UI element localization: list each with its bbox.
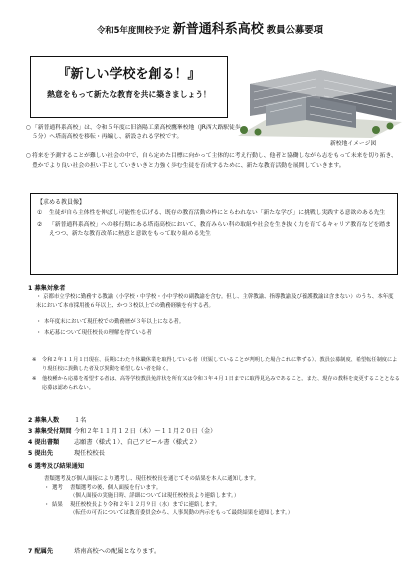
section-5-label: 5 提出先 [28,450,54,457]
section-4-value: 志願書（様式１）、自己アピール書（様式２） [74,439,201,446]
section-6-body [44,475,400,518]
selection-exam: ・ 選考 書類選考の後、個人面接を行います。 [44,484,162,491]
section-2-value: １名 [74,417,87,424]
section-4-label: 4 提出書類 [28,439,60,446]
section-6 [28,461,84,470]
intro-paragraph-1 [26,124,242,142]
section-7-value: 塔南高校への配属となります。 [74,548,161,555]
section-2-label: 2 募集人数 [28,417,60,424]
intro-text-1: 「新普通科系高校」は、令和５年度に旧洛陽工業高校鷹峯校地（JR西大路駅徒歩５分）へ塔南高校を移転・再編し、新設される学校です。 [32,125,241,140]
list-item-text: 本応募について現任校長の理解を得ている者 [44,329,152,336]
selection-result: ・ 結果 現任校校長より令和２年１２月９日（水）までに連絡します。 [44,501,221,508]
section-7 [28,546,160,555]
section-3-value: 令和２年１１月１２日（木）〜１１月２０日（金） [74,428,217,435]
slogan-main: 『新しい学校を創る！』 [57,67,201,82]
building-caption: 新校地イメージ図 [330,141,377,147]
requirement-item [37,209,391,218]
requirement-number: ① [37,210,43,216]
section-1-intro: ・ 京都市立学校に勤務する教諭（小学校・中学校・小中学校の副教諭を含む。但し、主幹教諭、指導教諭及び養護教諭は含まない）のうち、本年度末において本市採用後６年以上、かつ３校以上での勤務経験を有する者。 [36,294,394,309]
exam-key: 選考 [52,484,63,491]
result-key: 結果 [52,501,63,508]
result-note: （転任の可否については教育委員会から、人事異動の内示をもって最終結果を通知します。） [70,510,294,516]
list-item-text: 本年度末において現任校での勤務歴が３年以上になる者。 [44,319,185,325]
section-1-heading: 1 募集対象者 [28,285,66,292]
section-1-items [36,318,400,339]
bullet-mark: ○ [26,125,32,131]
header-school-name: 新普通科系高校 [172,22,264,37]
section-5 [28,448,105,457]
result-text: 現任校校長より令和２年１２月９日（水）までに連絡します。 [70,501,221,508]
section-3-label: 3 募集受付期間 [28,428,72,435]
section-6-label: 6 選考及び結果通知 [28,463,84,470]
section-7-label: 7 配属先 [28,548,54,555]
requirement-text: 「新普通科系高校」への移行期にある塔南高校において、教育みらい科の取組や社会を生き抜く力を育てるキャリア教育などを踏まえつつ、新たな教育改革に熱意と意欲をもって取り組める先生 [49,222,391,237]
intro-text-2: 将来を予測することが難しい社会の中で、自ら定めた目標に向かって主体的に考え行動し、他者と協働しながら志をもって未来を切り拓き、豊かでより良い社会の担い手としていきいきと力強く歩む生徒を育成するために、新たな教育活動を展開していきます。 [32,153,397,169]
requirements-box [30,193,398,275]
list-item: ・ 本年度末において現任校での勤務歴が３年以上になる者。 [36,319,185,325]
exam-text: 書類選考の後、個人面接を行います。 [70,484,162,491]
document-header [0,18,420,37]
bullet-mark: ○ [26,153,32,159]
header-pre: 令和5年度開校予定 [96,25,170,35]
requirement-item [37,221,391,239]
header-title: 教員公募要項 [266,25,324,36]
note-item: ※ 令和２年１１月１日現在、長期にわたり休職休業を取得している者（妊娠していることが判明した場合これに準ずる）、教員公募制度、希望転任制度により現任校に異動した者及び異動を希望しない者を除く。 [32,357,398,372]
section-6-intro: 書類選考及び個人面接により選考し、現任校校長を通じてその結果を本人に通知します。 [44,476,260,482]
list-item: ・ 本応募について現任校長の理解を得ている者 [36,329,152,336]
slogan-sub: 熱意をもって新たな教育を共に築きましょう！ [47,90,211,99]
note-text: 令和２年１１月１日現在、長期にわたり休職休業を取得している者（妊娠していることが判明した場合これに準ずる）、教員公募制度、希望転任制度により現任校に異動した者及び異動を希望しない者を除く。 [42,357,398,372]
section-1-notes [32,356,400,394]
requirements-title: 【求める教員像】 [37,199,86,206]
note-text: 他校種から応募を希望する者は、高等学校教員免許状を所有又は令和３年４月１日までに取得見込みであること。また、現存の教科を変更することとなる応募は認められない。 [42,376,400,391]
section-4 [28,437,200,446]
section-2 [28,415,86,424]
school-building-image [236,56,404,138]
requirement-number: ② [37,222,43,228]
section-5-value: 現任校校長 [74,450,105,457]
slogan-box [30,56,228,118]
intro-paragraph-2 [26,152,400,171]
exam-note: （個人面接の実施日時、詳細については現任校校長より連絡します。） [70,493,240,499]
requirement-text: 生徒が自ら主体性を伸ばし可能性を広げる、既存の教育活動の枠にとらわれない「新たな学び」に挑戦し実践する意欲のある先生 [49,210,386,216]
section-3 [28,426,216,435]
note-item: ※ 他校種から応募を希望する者は、高等学校教員免許状を所有又は令和３年４月１日までに取得見込みであること。また、現存の教科を変更することとなる応募は認められない。 [32,376,400,391]
